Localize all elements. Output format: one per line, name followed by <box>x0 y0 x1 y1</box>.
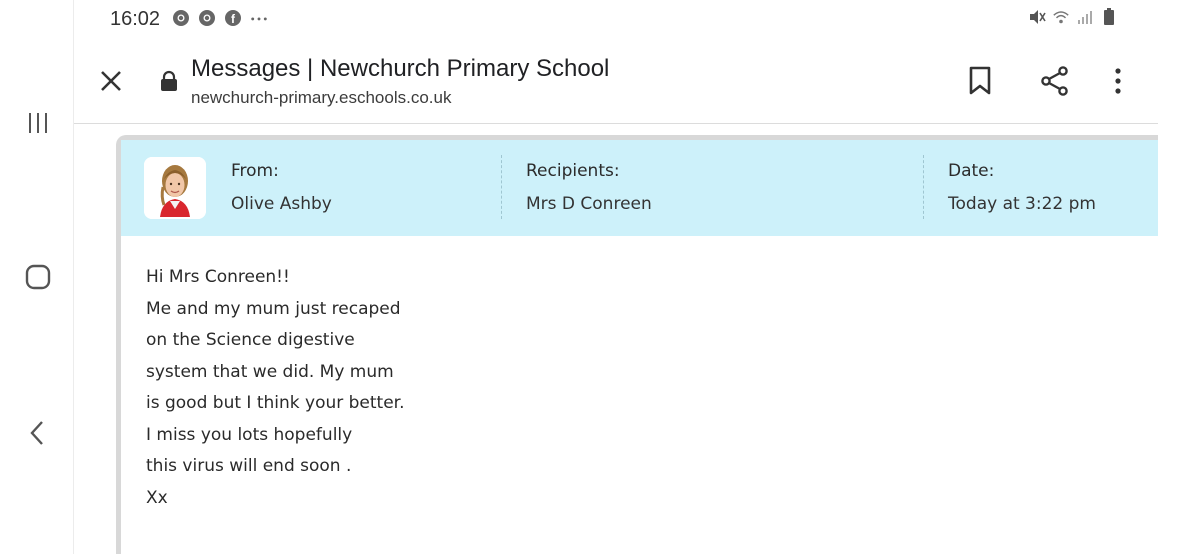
home-icon <box>25 264 51 290</box>
message-line: is good but I think your better. <box>146 393 405 413</box>
message-header <box>121 140 1158 236</box>
bookmark-button[interactable] <box>966 64 994 98</box>
bookmark-icon <box>968 66 992 96</box>
phone-screen <box>74 0 1158 554</box>
recipients-value: Mrs D Conreen <box>526 194 652 214</box>
battery-icon <box>1100 8 1118 26</box>
sender-avatar <box>144 157 206 219</box>
recipients-label: Recipients: <box>526 161 620 181</box>
browser-toolbar <box>74 38 1158 124</box>
more-notifications-icon <box>250 9 268 27</box>
message-line: Hi Mrs Conreen!! <box>146 267 290 287</box>
web-content <box>74 125 1158 554</box>
message-line: on the Science digestive <box>146 330 355 350</box>
page-url[interactable]: newchurch-primary.eschools.co.uk <box>191 88 452 107</box>
message-line: this virus will end soon . <box>146 456 352 476</box>
page-title: Messages | Newchurch Primary School <box>191 55 610 82</box>
message-line: Me and my mum just recaped <box>146 298 401 319</box>
wifi-icon <box>1052 8 1070 26</box>
more-vertical-icon <box>1114 67 1122 95</box>
facebook-icon <box>224 9 242 27</box>
share-button[interactable] <box>1038 64 1072 98</box>
date-value: Today at 3:22 pm <box>948 194 1096 214</box>
message-body <box>146 262 405 514</box>
message-line: I miss you lots hopefully <box>146 424 353 445</box>
from-value: Olive Ashby <box>231 194 332 214</box>
share-icon <box>1040 66 1070 96</box>
lock-icon[interactable] <box>160 70 178 92</box>
chrome-icon <box>198 9 216 27</box>
back-icon <box>28 420 48 446</box>
message-card <box>116 135 1158 554</box>
more-options-button[interactable] <box>1108 64 1128 98</box>
signal-icon <box>1076 8 1094 26</box>
screen-edge <box>1158 0 1200 554</box>
close-icon <box>99 69 123 93</box>
clock: 16:02 <box>110 8 161 30</box>
date-label: Date: <box>948 161 995 181</box>
back-button[interactable] <box>18 413 58 453</box>
header-divider <box>501 155 502 219</box>
recent-apps-button[interactable] <box>18 103 58 143</box>
close-tab-button[interactable] <box>96 66 126 96</box>
from-label: From: <box>231 161 279 181</box>
svg-text:f: f <box>231 12 235 26</box>
android-navigation-bar <box>0 0 74 554</box>
message-line: Xx <box>146 487 168 508</box>
home-button[interactable] <box>18 257 58 297</box>
chrome-icon <box>172 9 190 27</box>
mute-icon <box>1028 8 1046 26</box>
message-line: system that we did. My mum <box>146 361 394 382</box>
header-divider <box>923 155 924 219</box>
recent-apps-icon <box>26 111 50 135</box>
status-bar <box>74 0 1158 38</box>
